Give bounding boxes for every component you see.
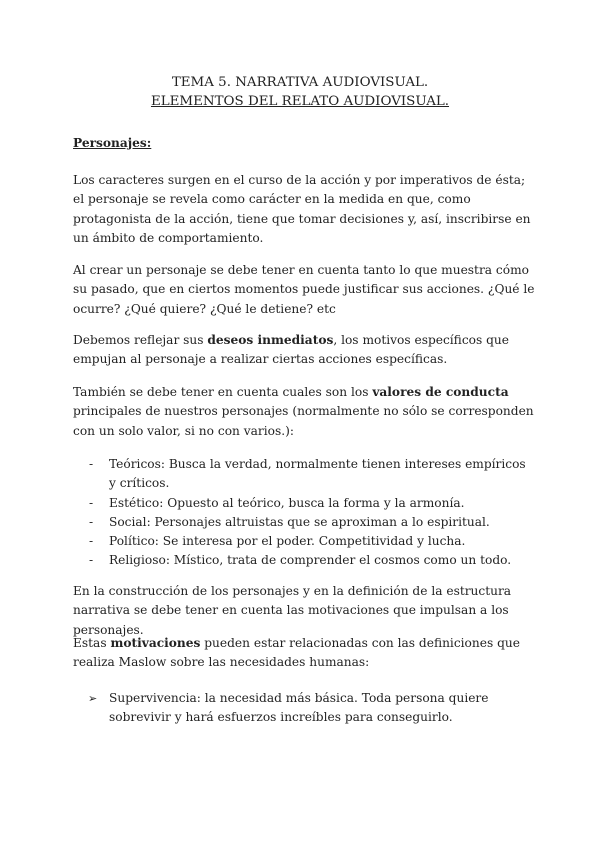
- list-item-text: Político: Se interesa por el poder. Competitividad y lucha.: [109, 534, 466, 549]
- list-item-text: Estético: Opuesto al teórico, busca la forma y la armonía.: [109, 495, 465, 510]
- paragraph-3-text-a: Debemos reflejar sus: [73, 333, 208, 347]
- paragraph-4: [73, 383, 535, 441]
- list-item: [89, 532, 535, 551]
- list-item-text: Religioso: Místico, trata de comprender el cosmos como un todo.: [109, 553, 512, 568]
- arrow-bullet-icon: ➢: [88, 692, 98, 705]
- paragraph-4-text-b: principales de nuestros personajes (normalmente no sólo se corresponden con un solo valor, si no con varios.):: [73, 404, 534, 438]
- paragraph-1: Los caracteres surgen en el curso de la acción y por imperativos de ésta; el personaje se revela como carácter en la medida en que, como protagonista de la acción, tiene que tomar decisiones y, así, inscribirse en un ámbito de comportamiento.: [73, 173, 531, 245]
- list-item-text: Teóricos: Busca la verdad, normalmente tienen intereses empíricos y críticos.: [109, 457, 526, 491]
- values-list: [89, 455, 535, 571]
- paragraph-3-bold: deseos inmediatos: [207, 333, 334, 347]
- list-item: [88, 689, 535, 728]
- paragraph-4-bold: valores de conducta: [372, 385, 509, 399]
- list-item: [89, 455, 535, 494]
- list-bullet: -: [89, 495, 94, 510]
- list-bullet: -: [89, 553, 94, 568]
- paragraph-4-text-a: También se debe tener en cuenta cuales son los: [73, 385, 373, 399]
- paragraph-6-text-b: pueden estar relacionadas con las definiciones que realiza Maslow sobre las necesidades humanas:: [73, 636, 520, 670]
- paragraph-3-text-b: , los motivos específicos que empujan al personaje a realizar ciertas acciones específicas.: [73, 333, 509, 367]
- list-bullet: -: [89, 534, 94, 549]
- list-item: [89, 494, 535, 513]
- list-item-text: Supervivencia: la necesidad más básica. Toda persona quiere sobrevivir y hará esfuerzos increíbles para conseguirlo.: [109, 691, 489, 725]
- title-line-2: ELEMENTOS DEL RELATO AUDIOVISUAL.: [150, 94, 450, 109]
- paragraph-3: [73, 331, 535, 370]
- title-line-1: TEMA 5. NARRATIVA AUDIOVISUAL.: [171, 75, 429, 90]
- list-item: [89, 513, 535, 532]
- list-item: [89, 551, 535, 570]
- list-bullet: -: [89, 514, 94, 529]
- paragraph-6-bold: motivaciones: [110, 636, 201, 650]
- paragraph-5: En la construcción de los personajes y en la definición de la estructura narrativa se debe tener en cuenta las motivaciones que impulsan a los personajes.: [73, 584, 512, 637]
- document-title: [0, 73, 600, 111]
- section-heading-personajes: Personajes:: [73, 136, 152, 150]
- list-item-text: Social: Personajes altruistas que se aproximan a lo espiritual.: [109, 514, 490, 529]
- needs-list: [88, 689, 535, 728]
- list-bullet: -: [89, 457, 94, 471]
- paragraph-6-text-a: Estas: [73, 636, 111, 650]
- paragraph-6: [73, 634, 535, 673]
- paragraph-2: Al crear un personaje se debe tener en cuenta tanto lo que muestra cómo su pasado, que en ciertos momentos puede justificar sus acciones. ¿Qué le ocurre? ¿Qué quiere? ¿Qué le detiene? etc: [73, 263, 535, 316]
